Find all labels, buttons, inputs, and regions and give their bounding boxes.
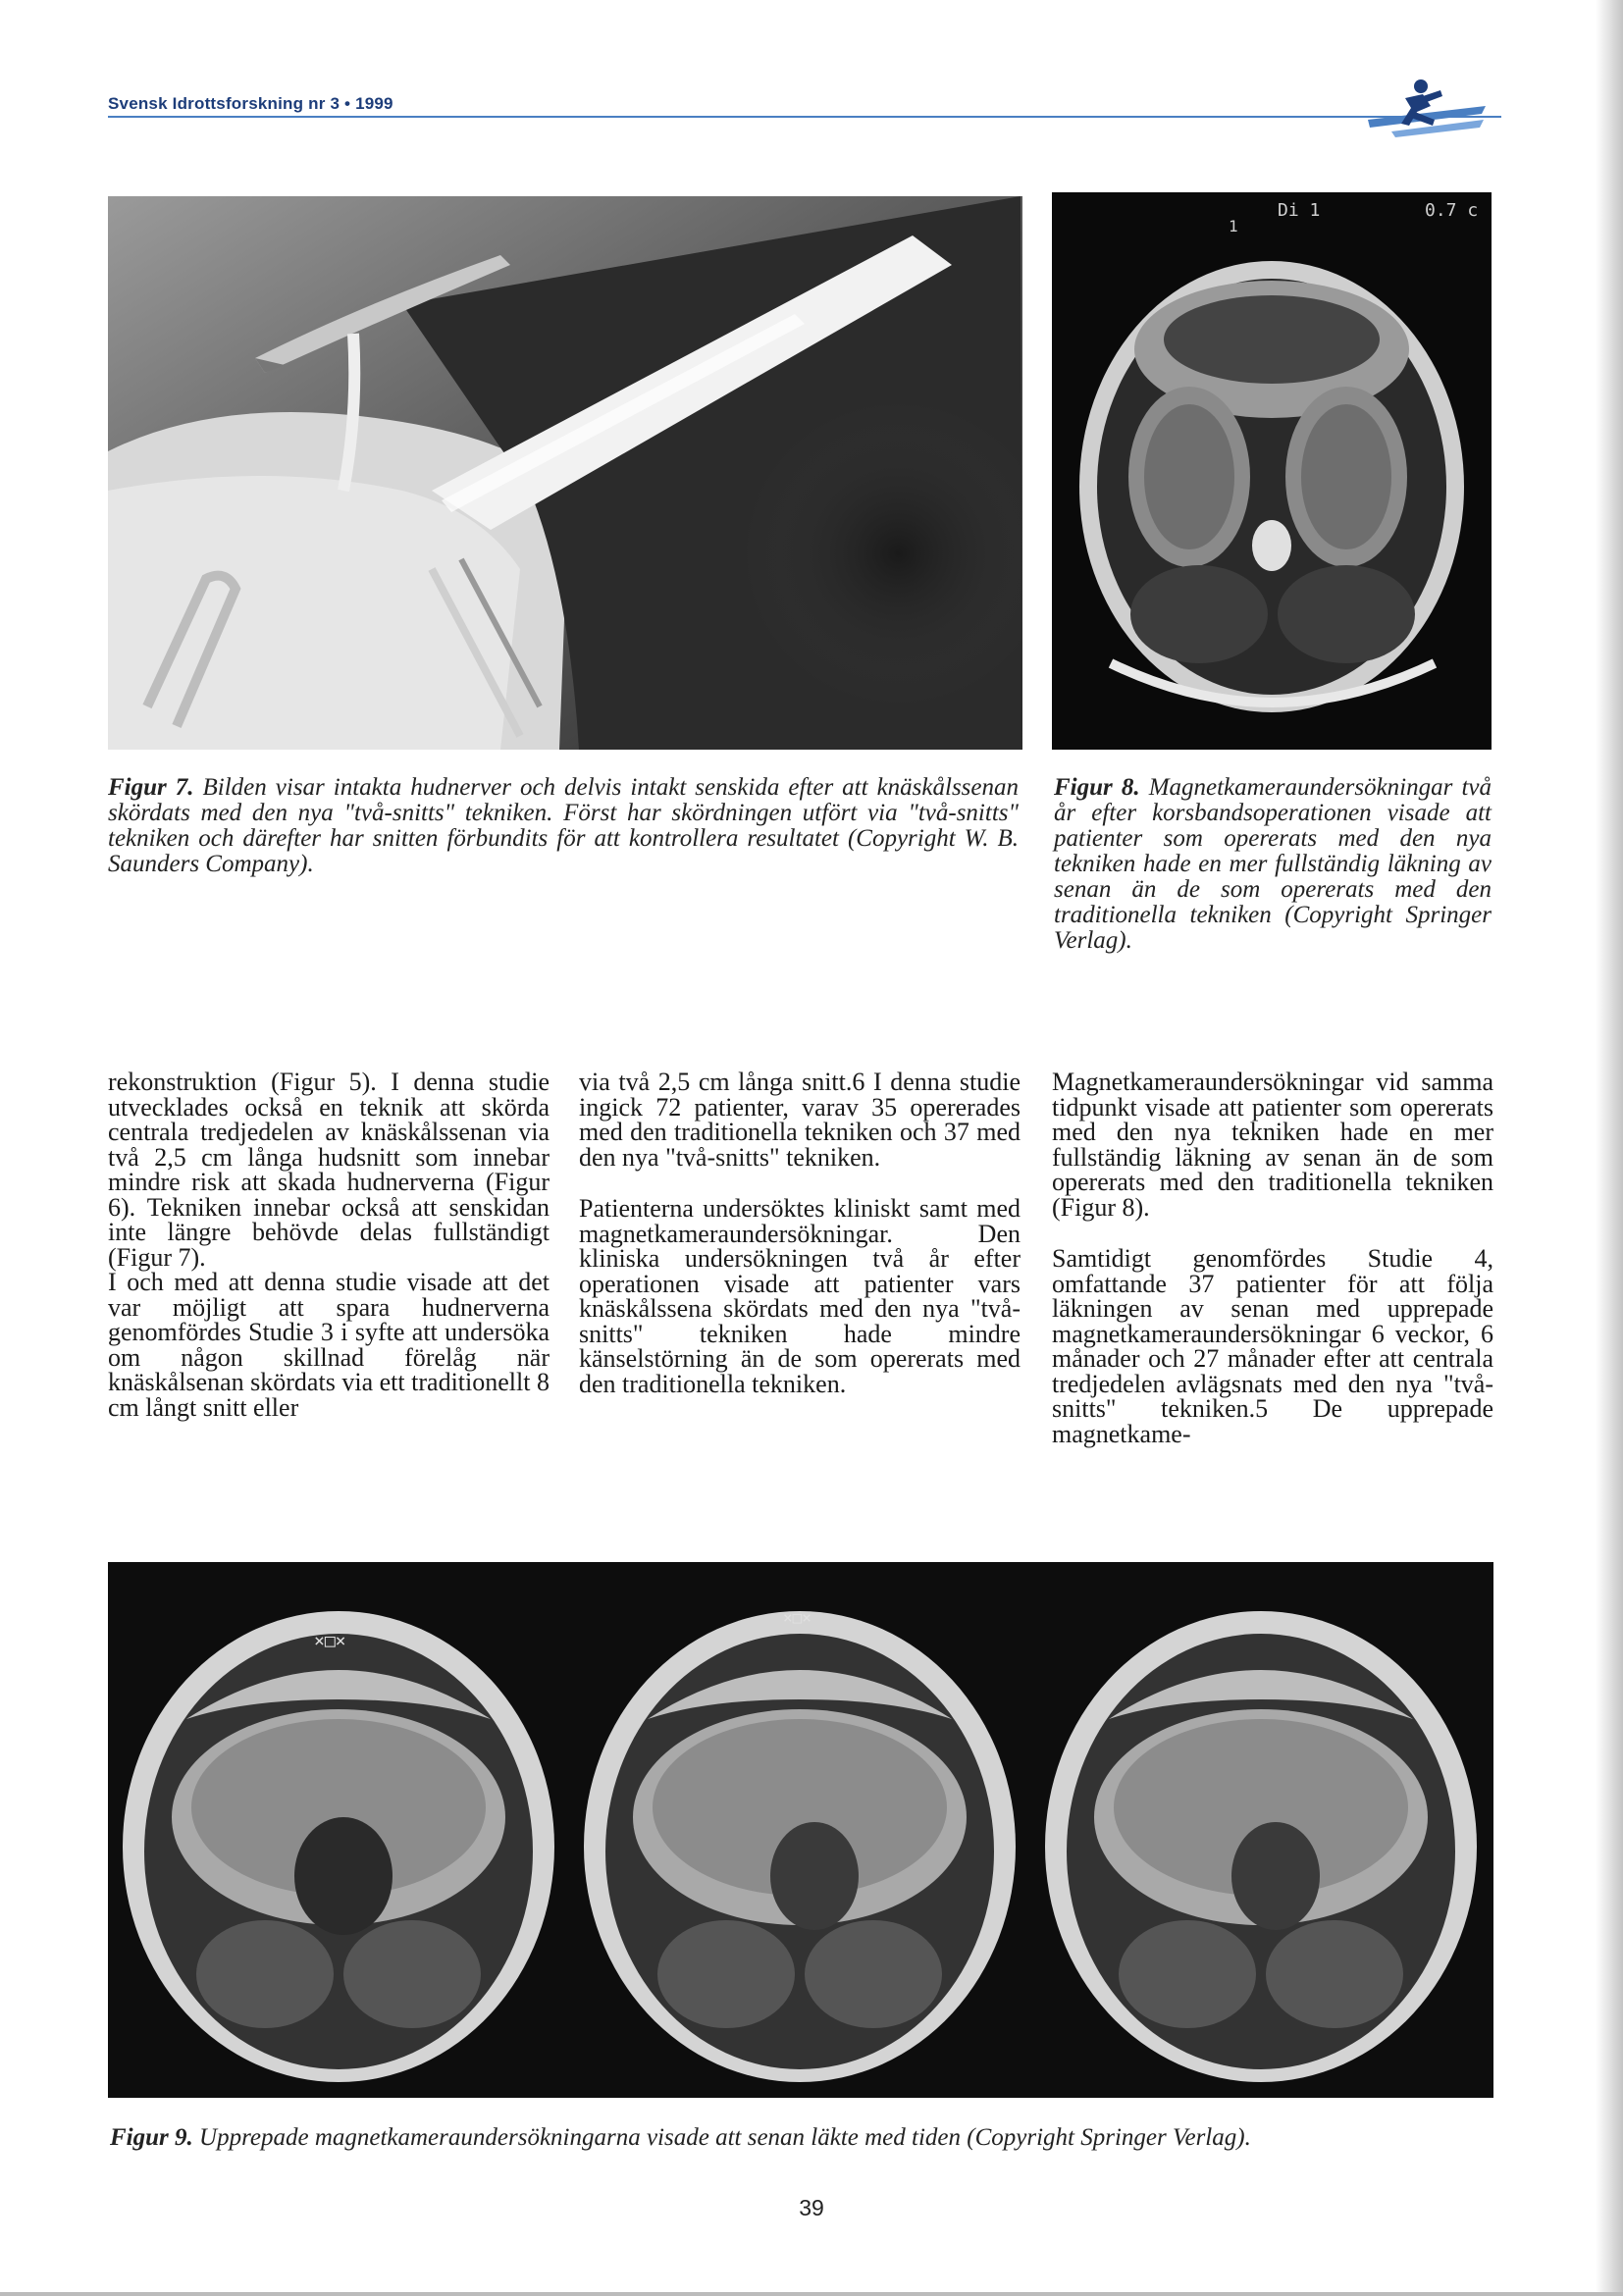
figure-9-caption bbox=[110, 2125, 1493, 2151]
figure-8-text: Magnetkameraundersökningar två år efter korsbandsoperationen visade att patienter som opererats med den nya tekniken hade en mer fullständig läkning av senan än de som opererats med den traditionella tekniken (Copyright Springer Verlag). bbox=[1054, 774, 1492, 954]
figure-9-mri-series bbox=[108, 1562, 1493, 2098]
page-edge-shadow bbox=[1596, 0, 1623, 2296]
figure-7-photo bbox=[108, 196, 1022, 750]
mri-overlay-label: Di 1 bbox=[1278, 200, 1321, 221]
figure-7-text: Bilden visar intakta hudnerver och delvis intakt senskida efter att knäskålssenan skördats med den nya "två-snitts" tekniken. Först har skördningen utfört via "två-snitts" tekniken och därefter har snitten förbundits för att kontrollera resultatet (Copyright W. B. Saunders Company). bbox=[108, 774, 1019, 877]
figure-9-label: Figur 9. bbox=[110, 2124, 193, 2151]
figure-7-label: Figur 7. bbox=[108, 774, 194, 801]
mri-overlay-scale: 0.7 c bbox=[1425, 200, 1479, 221]
col1-paragraph-1: rekonstruktion (Figur 5). I denna studie utvecklades också en teknik att skörda centrala tredjedelen av knäskålssenan via två 2,5 cm långa hudsnitt som innebar mindre risk att skada hudnerverna (Figur 6). Tekniken innebar också att senskidan inte längre behövde delas fullständigt (Figur 7). bbox=[108, 1068, 550, 1272]
mri-overlay-number: 1 bbox=[1229, 217, 1238, 235]
body-column-2 bbox=[579, 1070, 1021, 1423]
journal-logo bbox=[1362, 77, 1492, 141]
header-rule bbox=[108, 116, 1501, 118]
figure-9-text: Upprepade magnetkameraundersökningarna visade att senan läkte med tiden (Copyright Springer Verlag). bbox=[199, 2124, 1251, 2151]
page-bottom-edge bbox=[0, 2292, 1623, 2296]
figure-8-label: Figur 8. bbox=[1054, 774, 1140, 801]
body-column-1 bbox=[108, 1070, 550, 1446]
page-number: 39 bbox=[799, 2195, 824, 2220]
col3-paragraph-1: Magnetkameraundersökningar vid samma tidpunkt visade att patienter som opererats med den nya tekniken hade en mer fullständig läkning av senan än de som opererats med den traditionella tekniken (Figur 8). bbox=[1052, 1068, 1493, 1222]
running-header: Svensk Idrottsforskning nr 3 • 1999 bbox=[108, 94, 393, 113]
col2-paragraph-2: Patienterna undersöktes kliniskt samt med magnetkameraundersökningar. Den kliniska undersökningen två år efter operationen visade att patienter vars knäskålssena skördats med den nya "två-snitts" tekniken hade mindre känselstörning än de som opererats med den traditionella tekniken. bbox=[579, 1194, 1021, 1398]
col1-paragraph-2: I och med att denna studie visade att det var möjligt att spara hudnerverna genomfördes Studie 3 i syfte att undersöka om någon skillnad förelåg när knäskålsenan skördats via ett traditionellt 8 cm långt snitt eller bbox=[108, 1268, 550, 1422]
svg-text:×□×: ×□× bbox=[314, 1631, 346, 1651]
body-column-3 bbox=[1052, 1070, 1493, 1473]
figure-8-mri bbox=[1052, 192, 1492, 750]
figure-8-caption bbox=[1054, 775, 1492, 954]
col2-paragraph-1: via två 2,5 cm långa snitt.6 I denna studie ingick 72 patienter, varav 35 opererades med den traditionella tekniken och 37 med den nya "två-snitts" tekniken. bbox=[579, 1068, 1021, 1172]
col3-paragraph-2: Samtidigt genomfördes Studie 4, omfattande 37 patienter för att följa läkningen av senan med upprepade magnetkameraundersökningar 6 veckor, 6 månader och 27 månader efter att centrala tredjedelen avlägsnats med den nya "två-snitts" tekniken.5 De upprepade magnetkame- bbox=[1052, 1244, 1493, 1448]
figure-7-caption bbox=[108, 775, 1019, 877]
svg-text:×□×: ×□× bbox=[783, 1608, 812, 1627]
